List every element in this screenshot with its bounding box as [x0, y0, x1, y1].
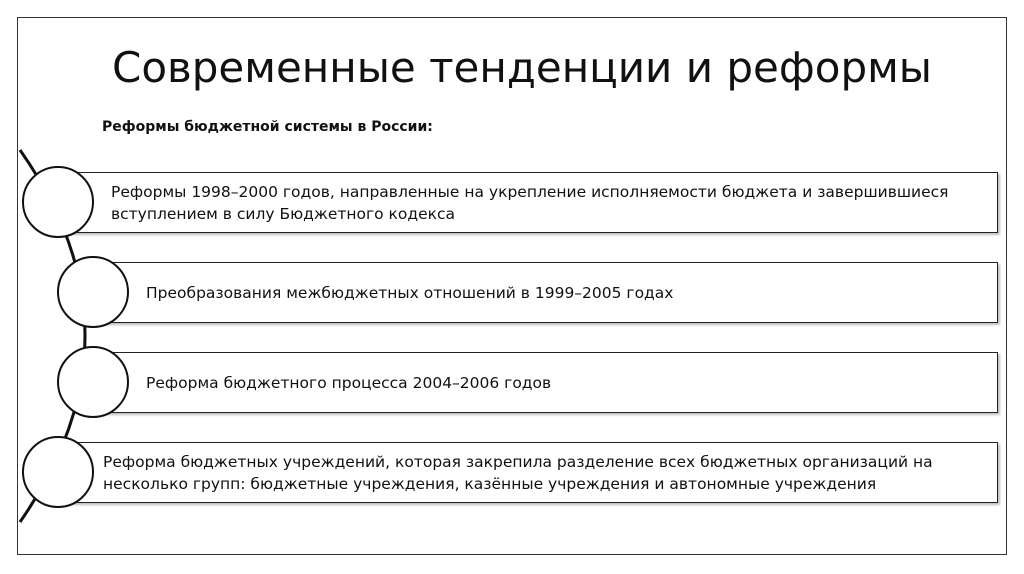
list-item-3-bullet: [57, 346, 129, 418]
list-item-4-text: Реформа бюджетных учреждений, которая закрепила разделение всех бюджетных организаций на несколько групп: бюджетные учреждения, казённые учреждения и автономные учреждения: [103, 452, 933, 493]
slide-subtitle: Реформы бюджетной системы в России:: [102, 119, 433, 135]
list-item-3-box: [92, 352, 998, 413]
slide-title: Современные тенденции и реформы: [112, 43, 932, 92]
list-item-2-text: Преобразования межбюджетных отношений в 1999–2005 годах: [146, 283, 674, 302]
list-item-2-bullet: [57, 256, 129, 328]
list-item-1-box: [60, 172, 998, 233]
list-item-1-text: Реформы 1998–2000 годов, направленные на укрепление исполняемости бюджета и завершившиеся вступлением в силу Бюджетного кодекса: [111, 182, 949, 223]
list-item-4-box: [60, 442, 998, 503]
list-item-3-text: Реформа бюджетного процесса 2004–2006 годов: [146, 373, 552, 392]
list-item-2-box: [92, 262, 998, 323]
list-item-4-bullet: [22, 436, 94, 508]
list-item-1-bullet: [22, 166, 94, 238]
